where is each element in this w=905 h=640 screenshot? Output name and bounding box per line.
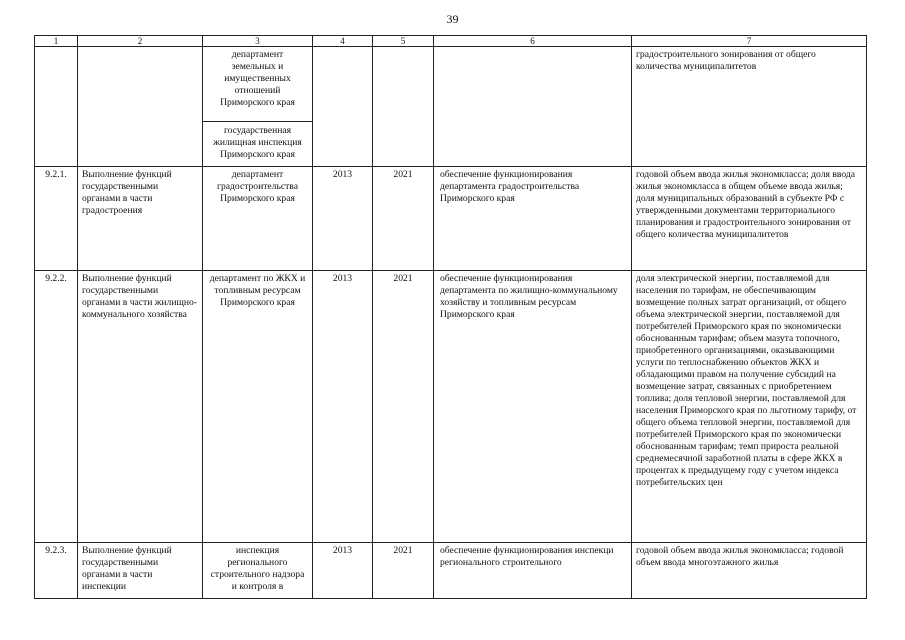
- program-table: [34, 35, 867, 599]
- header-col-2: 2: [78, 36, 203, 47]
- executor-text: инспекция регионального строительного надзора и контроля в: [210, 545, 305, 592]
- header-col-4: 4: [313, 36, 373, 47]
- measure-name-cell: Выполнение функций государственными органами в части градостроения: [78, 167, 203, 271]
- table-row: [35, 47, 867, 167]
- row-number-cell: 9.2.2.: [35, 271, 78, 543]
- indicator-cell: годовой объем ввода жилья экономкласса; доля ввода жилья экономкласса в общем объеме ввода жилья; доля муниципальных образований в субъекте РФ с утвержденными документами территориального планирования и градостроительного зонирования от общего количества муниципалитетов: [632, 167, 867, 271]
- result-cell: обеспечение функционирования департамента по жилищно-коммунальному хозяйству и топливным ресурсам Приморского края: [434, 271, 632, 543]
- indicator-cell: годовой объем ввода жилья экономкласса; годовой объем ввода многоэтажного жилья: [632, 543, 867, 599]
- executor-text: департамент земельных и имущественных отношений Приморского края: [220, 49, 295, 108]
- measure-name-cell: [78, 47, 203, 167]
- header-col-3: 3: [203, 36, 313, 47]
- executor-text: департамент градостроительства Приморского края: [217, 169, 298, 204]
- start-year-cell: 2013: [313, 543, 373, 599]
- row-number-cell: 9.2.1.: [35, 167, 78, 271]
- result-cell: обеспечение функционирования инспекци регионального строительного: [434, 543, 632, 599]
- row-number-cell: [35, 47, 78, 167]
- start-year-cell: 2013: [313, 271, 373, 543]
- measure-name-cell: Выполнение функций государственными органами в части жилищно-коммунального хозяйства: [78, 271, 203, 543]
- result-cell: обеспечение функционирования департамента градостроительства Приморского края: [434, 167, 632, 271]
- table-row: [35, 543, 867, 599]
- page-number: 39: [446, 12, 459, 26]
- table-row: [35, 167, 867, 271]
- executor-cell: [203, 271, 313, 543]
- start-year-cell: 2013: [313, 167, 373, 271]
- measure-name-cell: Выполнение функций государственными органами в части инспекции: [78, 543, 203, 599]
- executor-text: департамент по ЖКХ и топливным ресурсам Приморского края: [209, 273, 306, 308]
- end-year-cell: 2021: [373, 543, 434, 599]
- result-cell: [434, 47, 632, 167]
- header-row: [35, 36, 867, 47]
- table-row: [35, 271, 867, 543]
- end-year-cell: 2021: [373, 271, 434, 543]
- header-col-7: 7: [632, 36, 867, 47]
- end-year-cell: 2021: [373, 167, 434, 271]
- executor-cell: [203, 543, 313, 599]
- end-year-cell: [373, 47, 434, 167]
- executor-text-secondary: государственная жилищная инспекция Приморского края: [203, 121, 312, 163]
- header-col-5: 5: [373, 36, 434, 47]
- executor-cell: [203, 167, 313, 271]
- indicator-cell: доля электрической энергии, поставляемой для населения по тарифам, не обеспечивающим возмещение полных затрат организаций, от общего объема электрической энергии, поставляемой для потребителей Приморского края по экономически обоснованным тарифам; объем мазута топочного, приобретенного организациями, оказывающими услуги по теплоснабжению объектов ЖКХ и обладающими правом на получение субсидий на возмещение затрат, связанных с приобретением топлива; доля тепловой энергии, поставляемой для населения Приморского края по льготному тарифу, от общего объема тепловой энергии, поставляемой для потребителей Приморского края по экономически обоснованным тарифам; темп прироста реальной среднемесячной заработной платы в сфере ЖКХ в процентах к предыдущему году с учетом индекса потребительских цен: [632, 271, 867, 543]
- row-number-cell: 9.2.3.: [35, 543, 78, 599]
- executor-cell: [203, 47, 313, 167]
- indicator-cell: градостроительного зонирования от общего количества муниципалитетов: [632, 47, 867, 167]
- header-col-6: 6: [434, 36, 632, 47]
- header-col-1: 1: [35, 36, 78, 47]
- start-year-cell: [313, 47, 373, 167]
